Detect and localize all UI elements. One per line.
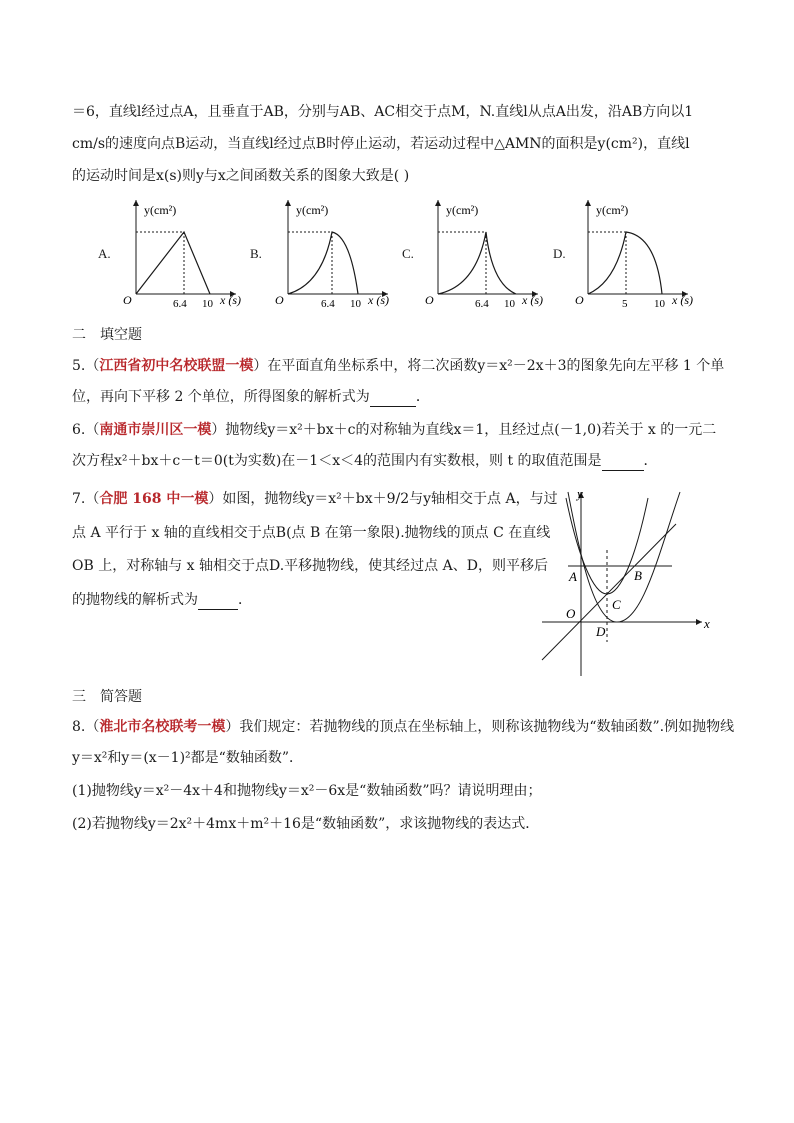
q5-source: 江西省初中名校联盟一模 [99,358,254,374]
q6-source: 南通市崇川区一模 [99,422,212,438]
q8-source: 淮北市名校联考一模 [99,719,226,735]
q7-source: 合肥 168 中一模 [99,491,209,507]
q7-line1: 7.（合肥 168 中一模）如图，抛物线y＝x²＋bx＋9/2与y轴相交于点 A，与过 [72,491,558,507]
tick-label: 10 [202,298,213,310]
y-axis-label: y(cm²) [144,203,177,217]
q5-line2: 位，再向下平移 2 个单位，所得图象的解析式为 ． [72,389,430,405]
q5-line1: 5.（江西省初中名校联盟一模）在平面直角坐标系中，将二次函数y＝x²－2x＋3的图象先向左平移 1 个单 [72,358,725,374]
option-d-graph [570,196,710,314]
q5-answer-blank [370,392,416,407]
tick-label: 10 [504,298,515,310]
option-c-label: C. [402,246,414,261]
tick-label: 10 [350,298,361,310]
q4-line1: ＝6，直线l经过点A，且垂直于AB，分别与AB、AC相交于点M，N.直线l从点A出发，沿AB方向以1 [72,104,694,120]
q8-line2: y＝x²和y＝(x－1)²都是“数轴函数”． [72,750,303,766]
q6-line1: 6.（南通市崇川区一模）抛物线y＝x²＋bx＋c的对称轴为直线x＝1，且经过点(－1,0)若关于 x 的一元二 [72,422,717,438]
option-b-graph [270,196,410,314]
tick-label: 6.4 [321,298,335,310]
section-fill-in-heading: 二 填空题 [72,327,142,343]
x-axis-label: x (s) [522,293,543,307]
origin-label: O [575,293,584,307]
tick-label: 6.4 [173,298,187,310]
origin-label: O [425,293,434,307]
fig-y-label: y [577,486,583,501]
q6-answer-blank [602,456,644,471]
q4-line3: 的运动时间是x(s)则y与x之间函数关系的图象大致是( ) [72,168,410,184]
option-d-label: D. [553,246,566,261]
origin-label: O [275,293,284,307]
origin-label: O [123,293,132,307]
fig-x-label: x [704,616,710,631]
q7-answer-blank [198,595,238,610]
fig-point-d: D [596,624,606,639]
section-short-answer-heading: 三 简答题 [72,689,142,705]
fig-point-c: C [612,597,621,612]
tick-label: 6.4 [475,298,489,310]
y-axis-label: y(cm²) [446,203,479,217]
option-b-label: B. [250,246,262,261]
x-axis-label: x (s) [220,293,241,307]
option-c-graph [420,196,560,314]
q8-part2: (2)若抛物线y＝2x²＋4mx＋m²＋16是“数轴函数”，求该抛物线的表达式． [72,816,540,832]
option-a-label: A. [98,246,111,261]
q8-line1: 8.（淮北市名校联考一模）我们规定：若抛物线的顶点在坐标轴上，则称该抛物线为“数轴函数”.例如抛物线 [72,719,735,735]
q6-line2: 次方程x²＋bx＋c－t＝0(t为实数)在－1＜x＜4的范围内有实数根，则 t 的取值范围是 ． [72,453,658,469]
fig-point-o: O [566,606,576,621]
fig-point-b: B [634,568,642,583]
q4-line2: cm/s的速度向点B运动，当直线l经过点B时停止运动，若运动过程中△AMN的面积是y(cm²)，直线l [72,136,690,152]
y-axis-label: y(cm²) [596,203,629,217]
tick-label: 10 [654,298,665,310]
y-axis-label: y(cm²) [296,203,329,217]
q7-line4: 的抛物线的解析式为 ． [72,592,252,608]
q8-part1: (1)抛物线y＝x²－4x＋4和抛物线y＝x²－6x是“数轴函数”吗？请说明理由； [72,783,542,799]
fig-point-a: A [569,569,577,584]
q7-line2: 点 A 平行于 x 轴的直线相交于点B(点 B 在第一象限).抛物线的顶点 C 在直线 [72,525,551,541]
q7-figure [538,486,724,682]
x-axis-label: x (s) [368,293,389,307]
tick-label: 5 [622,298,628,310]
option-a-graph [118,196,258,314]
q7-line3: OB 上，对称轴与 x 轴相交于点D.平移抛物线，使其经过点 A、D，则平移后 [72,558,548,574]
x-axis-label: x (s) [672,293,693,307]
